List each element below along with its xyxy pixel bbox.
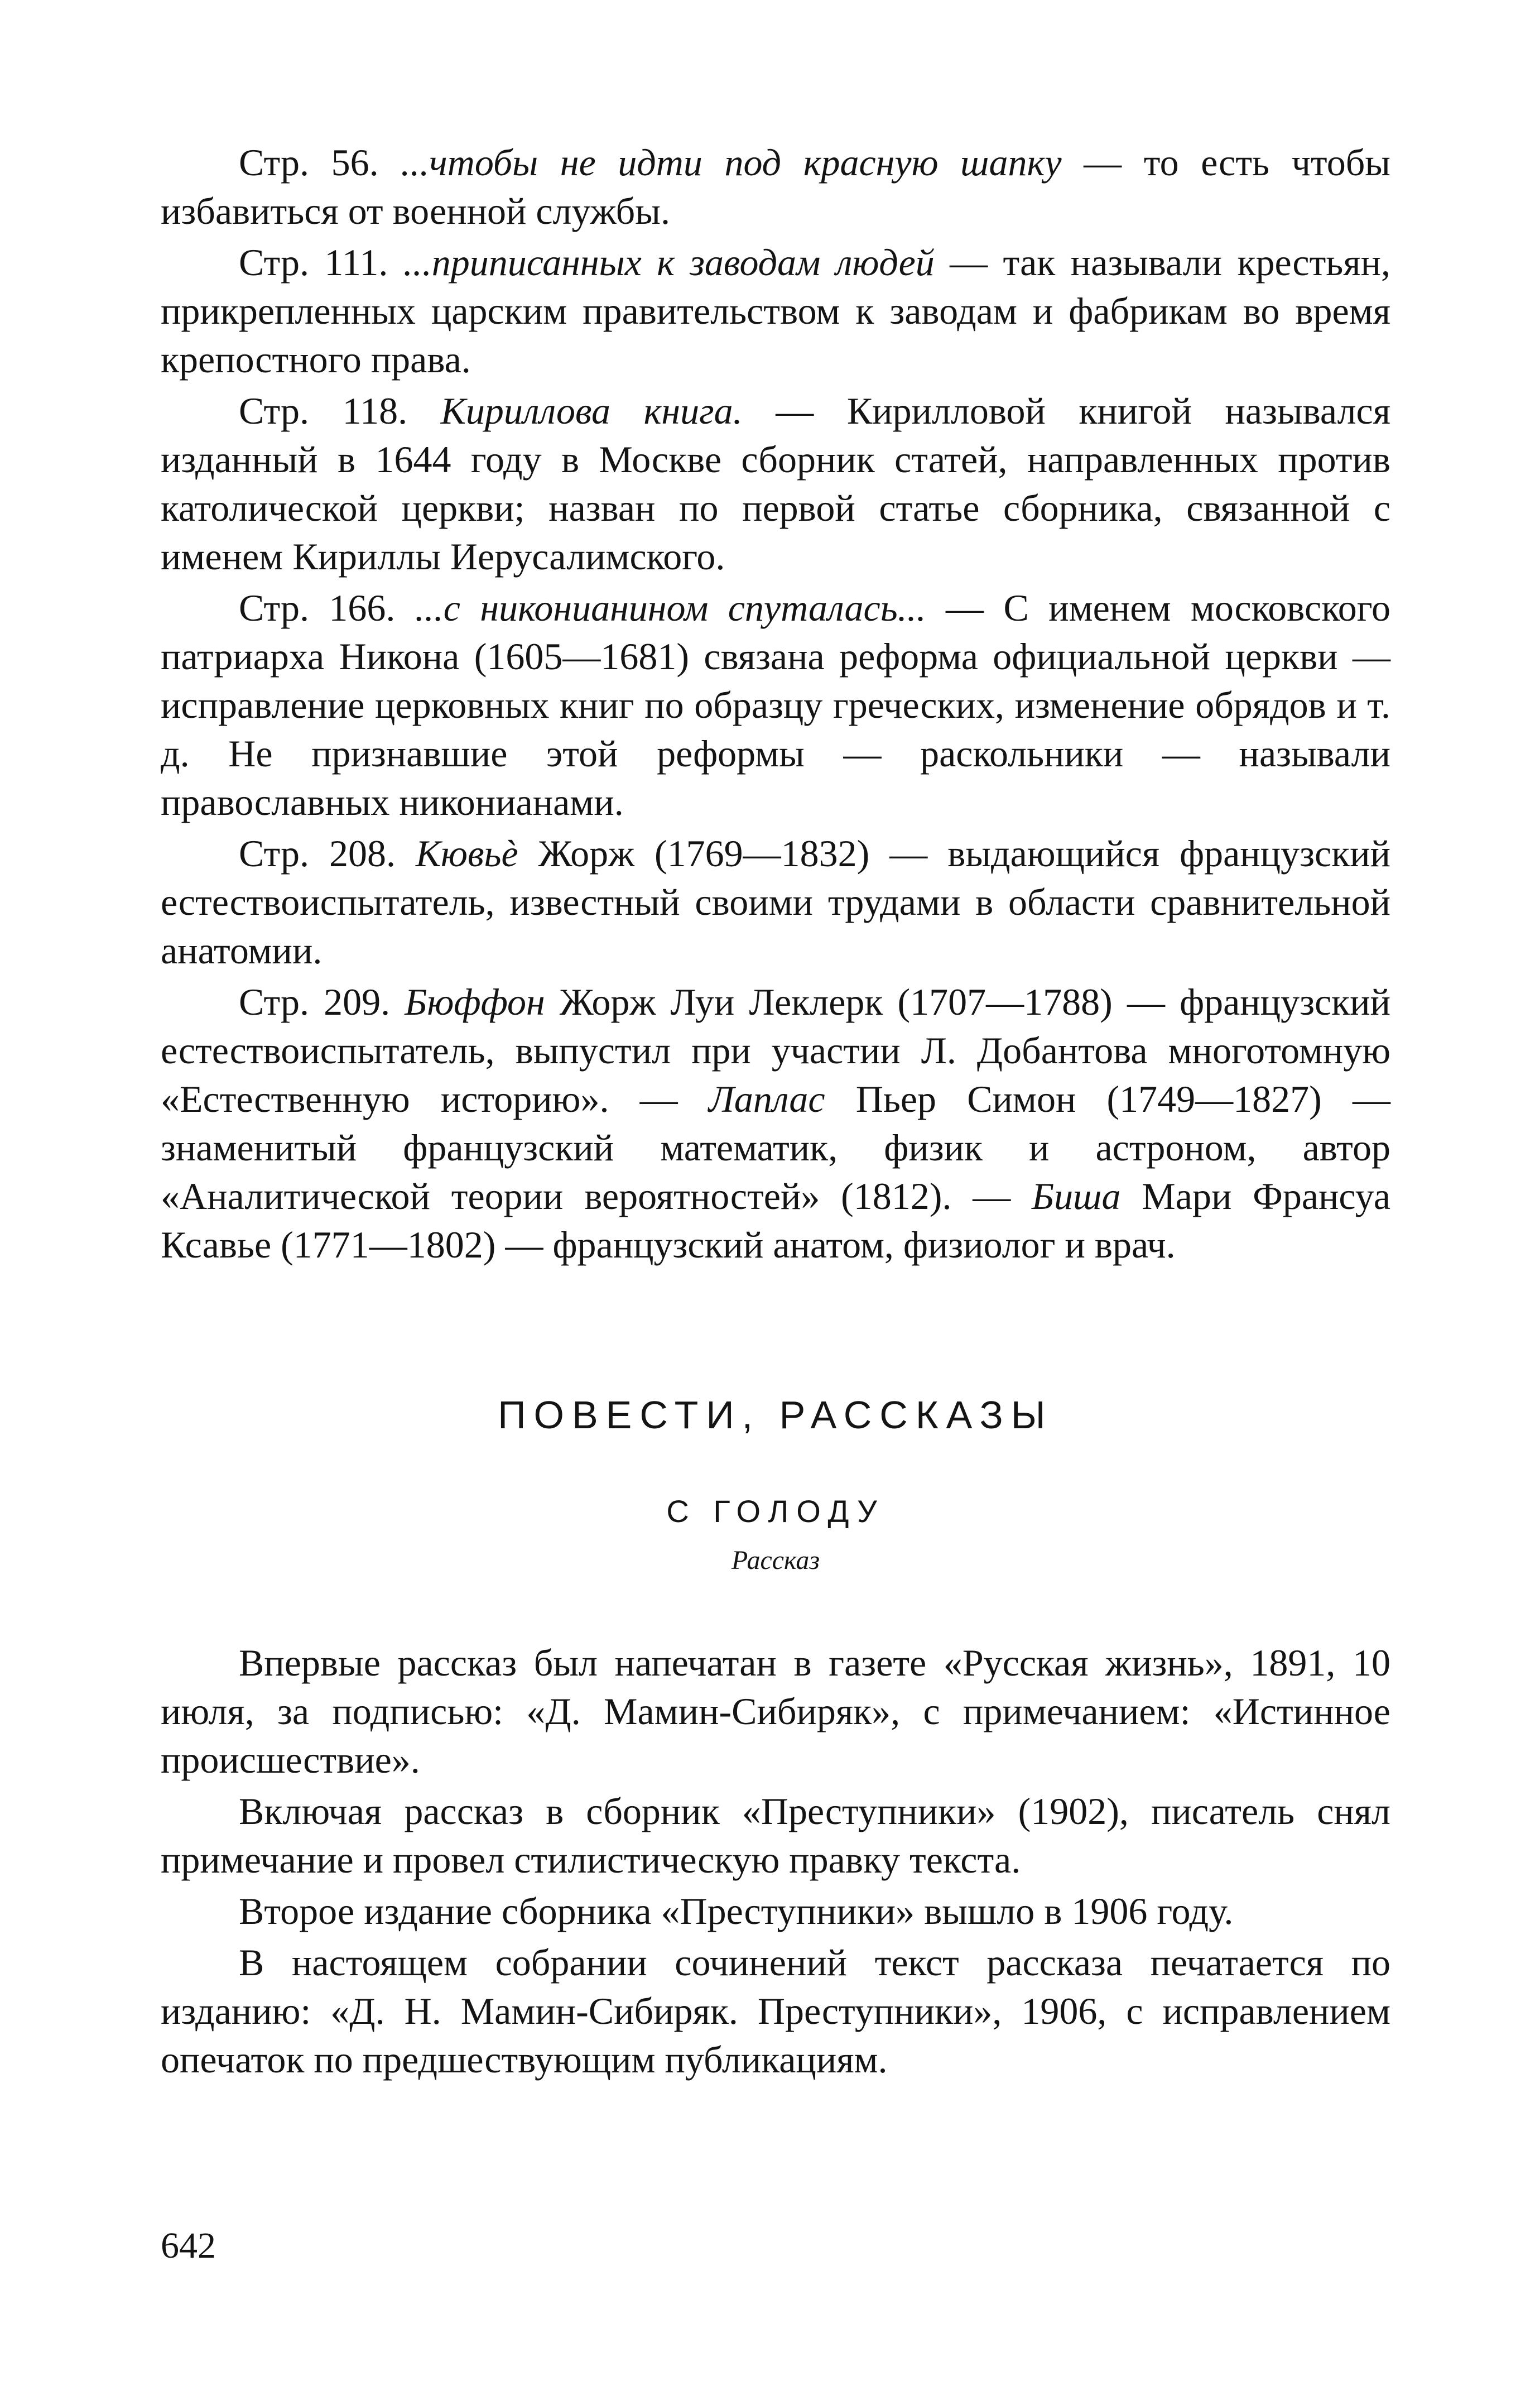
section-title: ПОВЕСТИ, РАССКАЗЫ [498, 1393, 1053, 1437]
note-text: Мари Франсуа Ксавье (1771—1802) — французский анатом, физиолог и врач. [161, 1175, 1390, 1266]
note-ref: Стр. 209. [239, 981, 391, 1023]
notes-section [161, 138, 1390, 1269]
page-content [161, 138, 1390, 2084]
note-paragraph [161, 387, 1390, 581]
note-paragraph [161, 978, 1390, 1269]
note-quote: Биша [1032, 1175, 1121, 1217]
story-paragraph: Второе издание сборника «Преступники» вышло в 1906 году. [239, 1890, 1234, 1932]
note-ref: Стр. 208. [239, 832, 396, 875]
story-paragraph: Включая рассказ в сборник «Преступники» (1902), писатель снял примечание и провел стилистическую правку текста. [161, 1790, 1390, 1881]
page-number: 642 [161, 2225, 216, 2266]
note-quote: Кювьѐ [395, 832, 518, 875]
note-text: — то есть чтобы избавиться от военной службы. [161, 141, 1390, 232]
note-text: Жорж (1769—1832) — выдающийся французский естествоиспытатель, известный своими трудами в области сравнительной анатомии. [161, 832, 1390, 972]
story-commentary [161, 1639, 1390, 2084]
note-paragraph [161, 138, 1390, 236]
note-quote: ...приписанных к заводам людей [388, 241, 935, 284]
note-text: — так называли крестьян, прикрепленных царским правительством к заводам и фабрикам во время крепостного права. [161, 241, 1390, 381]
note-quote: Лаплас [708, 1078, 825, 1120]
story-paragraph: Впервые рассказ был напечатан в газете «Русская жизнь», 1891, 10 июля, за подписью: «Д. Мамин-Сибиряк», с примечанием: «Истинное происшествие». [161, 1641, 1390, 1781]
note-paragraph [161, 584, 1390, 827]
note-quote: ...чтобы не идти под красную шапку [378, 141, 1062, 184]
note-text: Жорж Луи Леклерк (1707—1788) — французский естествоиспытатель, выпустил при участии Л. Добантова многотомную «Естественную историю». — [161, 981, 1390, 1120]
story-paragraph: В настоящем собрании сочинений текст рассказа печатается по изданию: «Д. Н. Мамин-Сибиряк. Преступники», 1906, с исправлением опечаток по предшествующим публикациям. [161, 1941, 1390, 2081]
story-genre: Рассказ [731, 1545, 820, 1575]
note-quote: ...с никонианином спуталась... [395, 587, 926, 629]
story-title: С ГОЛОДУ [666, 1494, 885, 1529]
note-text: Пьер Симон (1749—1827) — знаменитый французский математик, физик и астроном, автор «Аналитической теории вероятностей» (1812). — [161, 1078, 1391, 1217]
note-quote: Бюффон [390, 981, 545, 1023]
note-ref: Стр. 166. [239, 587, 396, 629]
note-paragraph [161, 238, 1390, 384]
note-quote: Кириллова книга. [407, 390, 743, 432]
note-text: — С именем московского патриарха Никона (1605—1681) связана реформа официальной церкви — исправление церковных книг по образцу греческих, изменение обрядов и т. д. Не признавшие этой реформы — раскольники — называли православных никонианами. [161, 587, 1390, 823]
note-text: — Кирилловой книгой назывался изданный в 1644 году в Москве сборник статей, направленных против католической церкви; назван по первой статье сборника, связанной с именем Кириллы Иерусалимского. [161, 390, 1391, 578]
note-ref: Стр. 118. [239, 390, 408, 432]
note-ref: Стр. 111. [239, 241, 388, 284]
note-paragraph [161, 829, 1390, 975]
note-ref: Стр. 56. [239, 141, 379, 184]
